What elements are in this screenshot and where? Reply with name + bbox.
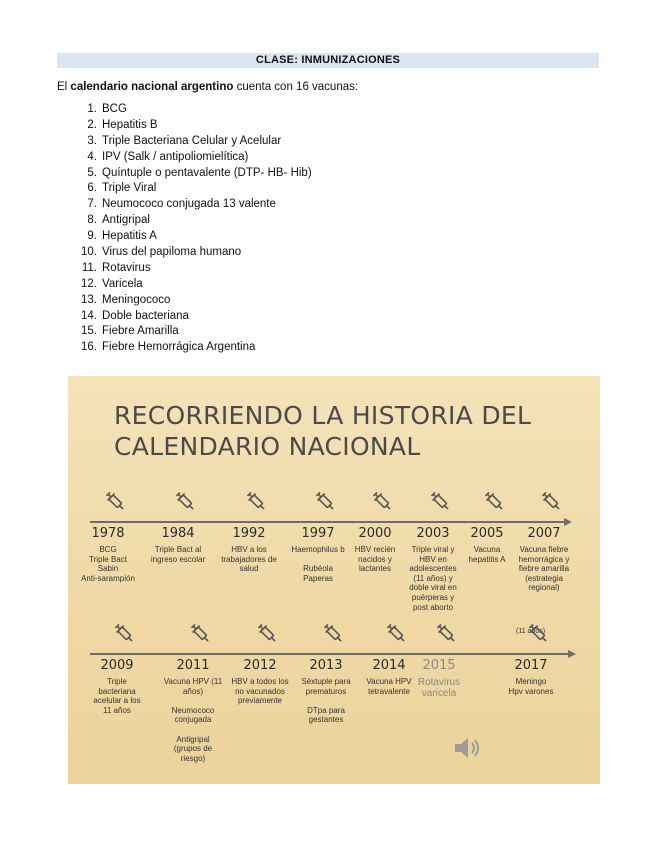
timeline-arrow-2 <box>568 650 576 658</box>
timeline-description <box>509 677 554 696</box>
timeline-description <box>469 545 506 564</box>
timeline-description <box>291 545 344 583</box>
timeline-arrow-1 <box>564 518 572 526</box>
timeline-description-line: DTpa para <box>307 705 345 715</box>
list-item <box>75 229 312 245</box>
timeline-description-line: no vacunados <box>235 686 285 696</box>
list-item <box>75 309 312 325</box>
syringe-icon <box>113 622 137 646</box>
intro-suffix: cuenta con 16 vacunas: <box>233 81 359 93</box>
timeline-description-line <box>164 696 222 706</box>
timeline-year: 1992 <box>232 526 266 541</box>
vaccine-name: Meningococo <box>102 293 171 306</box>
list-item <box>75 293 312 309</box>
list-number: 4. <box>87 150 97 163</box>
timeline-description-line: Antigripal <box>176 734 210 744</box>
syringe-icon <box>314 490 338 514</box>
timeline-year: 2005 <box>470 526 504 541</box>
age-note: (11 años) <box>516 628 546 635</box>
list-number: 5. <box>87 166 97 179</box>
timeline-description-line: fiebre amarilla <box>518 564 570 574</box>
timeline-year: 2007 <box>527 526 561 541</box>
timeline-description-line: hemorrágica y <box>518 554 570 564</box>
vaccine-name: Rotavirus <box>102 261 151 274</box>
list-item <box>75 197 312 213</box>
list-number: 16. <box>81 341 97 354</box>
timeline-description <box>231 677 288 706</box>
timeline-description-line: Rubéola <box>303 564 333 574</box>
syringe-icon <box>104 490 128 514</box>
syringe-icon <box>527 622 551 646</box>
timeline-description-line: acelular a los <box>93 696 141 706</box>
timeline-description-line: post aborto <box>412 602 454 612</box>
page-title: CLASE: INMUNIZACIONES <box>255 54 401 66</box>
timeline-description <box>93 677 140 715</box>
timeline-description-line: Hpv varones <box>508 686 554 696</box>
syringe-icon <box>189 622 213 646</box>
timeline-description-line: Triple Bact al <box>154 545 202 554</box>
timeline-description-line: años) <box>182 686 203 696</box>
timeline-description <box>366 677 411 696</box>
speaker-icon[interactable] <box>452 734 488 762</box>
list-item <box>75 102 312 118</box>
vaccine-name: Hepatitis A <box>102 230 157 243</box>
vaccine-name: IPV (Salk / antipoliomielítica) <box>102 150 249 163</box>
syringe-icon <box>371 490 395 514</box>
list-number: 1. <box>87 103 97 115</box>
page-header <box>57 53 599 68</box>
list-number: 13. <box>81 293 97 306</box>
timeline-year: 1984 <box>161 526 195 541</box>
timeline-description-line: Vacuna HPV <box>366 677 412 686</box>
list-item <box>75 181 312 197</box>
timeline-description <box>409 545 457 612</box>
timeline-description-line: Rotavirus <box>417 677 461 688</box>
timeline-description-line: previamente <box>237 696 283 706</box>
syringe-icon <box>429 490 453 514</box>
timeline-description-line: Meningo <box>515 677 547 686</box>
timeline-year: 1997 <box>301 526 335 541</box>
timeline-description-line: lactantes <box>358 564 392 574</box>
timeline-description-line: Neumococo <box>171 705 215 715</box>
timeline-year: 2017 <box>514 658 548 673</box>
timeline-year: 2011 <box>176 658 210 673</box>
list-number: 12. <box>81 277 97 290</box>
timeline-description-line: HBV a los <box>231 545 267 554</box>
vaccine-list <box>75 102 312 356</box>
timeline-year: 2013 <box>309 658 343 673</box>
timeline-description-line: varicela <box>421 688 457 699</box>
timeline-description-line: riesgo) <box>180 753 206 763</box>
timeline-description-line <box>301 696 350 706</box>
timeline-description-line: (11 años) y <box>413 573 453 583</box>
syringe-icon <box>435 622 459 646</box>
timeline-slide <box>68 376 600 784</box>
intro-bold: calendario nacional argentino <box>70 81 234 93</box>
vaccine-name: Hepatitis B <box>102 118 158 131</box>
timeline-description-line: Sabin <box>97 564 119 574</box>
timeline-description-line: salud <box>239 564 259 574</box>
timeline-description-line: HBV recién <box>354 545 396 554</box>
timeline-description-line: nacidos y <box>358 554 392 564</box>
timeline-year: 1978 <box>91 526 125 541</box>
timeline-description-line: Triple viral y <box>411 545 455 554</box>
vaccine-name: Neumococo conjugada 13 valente <box>102 198 276 211</box>
timeline-description-line: Anti-sarampión <box>81 573 135 583</box>
timeline-description-line: Paperas <box>303 573 333 583</box>
list-number: 15. <box>81 325 97 338</box>
list-number: 14. <box>81 309 97 322</box>
list-number: 9. <box>87 230 97 243</box>
timeline-description-line: doble viral en <box>409 583 457 593</box>
list-item <box>75 340 312 356</box>
timeline-description <box>355 545 395 574</box>
vaccine-name: Fiebre Hemorrágica Argentina <box>102 341 256 354</box>
list-item <box>75 134 312 150</box>
timeline-description-line: puérperas y <box>411 592 455 602</box>
timeline-year: 2000 <box>358 526 392 541</box>
timeline-description-line: regional) <box>528 583 560 593</box>
timeline-year: 2003 <box>416 526 450 541</box>
list-item <box>75 277 312 293</box>
timeline-description-line: Triple <box>107 677 127 686</box>
timeline-description <box>221 545 277 574</box>
timeline-description-line: (grupos de <box>173 744 213 754</box>
timeline-description-line: Vacuna HPV (11 <box>163 677 223 686</box>
list-item <box>75 150 312 166</box>
syringe-icon <box>256 622 280 646</box>
syringe-icon <box>483 490 507 514</box>
list-number: 6. <box>87 182 97 195</box>
timeline-description-line: HBV en <box>419 554 447 564</box>
timeline-description-line: tetravalente <box>368 686 410 696</box>
timeline-description-line: bacteriana <box>98 686 136 696</box>
timeline-description-line: prematuros <box>305 686 347 696</box>
timeline-year: 2009 <box>100 658 134 673</box>
timeline-description-line: 11 años <box>103 705 131 715</box>
list-number: 7. <box>87 198 97 211</box>
timeline-description-line: (estrategia <box>525 573 563 583</box>
timeline-year: 2015 <box>422 658 456 673</box>
timeline-description <box>164 677 222 763</box>
vaccine-name: Quíntuple o pentavalente (DTP- HB- Hib) <box>102 166 312 179</box>
list-number: 10. <box>81 246 97 259</box>
timeline-description <box>519 545 570 593</box>
vaccine-name: Fiebre Amarilla <box>102 325 179 338</box>
vaccine-name: Triple Bacteriana Celular y Acelular <box>102 134 282 147</box>
timeline-description-line: adolescentes <box>409 564 457 574</box>
syringe-icon <box>174 490 198 514</box>
list-item <box>75 213 312 229</box>
slide-title: RECORRIENDO LA HISTORIA DEL CALENDARIO NACIONAL <box>114 401 532 461</box>
timeline-description-line: gestantes <box>308 715 344 725</box>
timeline-description-line: hepatitis A <box>468 554 506 564</box>
timeline-description <box>418 677 460 699</box>
syringe-icon <box>245 490 269 514</box>
timeline-year: 2012 <box>243 658 277 673</box>
vaccine-name: Varicela <box>102 277 143 290</box>
timeline-description-line: conjugada <box>174 715 212 725</box>
list-item <box>75 261 312 277</box>
timeline-year: 2014 <box>372 658 406 673</box>
timeline-description-line: ingreso escolar <box>150 554 206 564</box>
list-number: 11. <box>81 261 97 274</box>
vaccine-name: BCG <box>102 103 127 115</box>
vaccine-name: Antigripal <box>102 214 150 227</box>
syringe-icon <box>322 622 346 646</box>
list-number: 3. <box>87 134 97 147</box>
timeline-description-line: Vacuna <box>473 545 501 554</box>
timeline-description-line: trabajadores de <box>221 554 277 564</box>
timeline-description <box>301 677 350 725</box>
timeline-description <box>81 545 135 583</box>
timeline-description-line: Triple Bact <box>89 554 127 564</box>
timeline-description-line <box>291 555 344 565</box>
vaccine-name: Triple Viral <box>102 182 157 195</box>
intro-paragraph <box>57 80 358 94</box>
list-number: 2. <box>87 118 97 131</box>
timeline-description-line: HBV a todos los <box>231 677 289 686</box>
list-number: 8. <box>87 214 97 227</box>
list-item <box>75 245 312 261</box>
syringe-icon <box>385 622 409 646</box>
timeline-description <box>151 545 205 564</box>
timeline-description-line: Vacuna fiebre <box>519 545 569 554</box>
timeline-description-line: Séxtuple para <box>301 677 351 686</box>
list-item <box>75 166 312 182</box>
timeline-description-line <box>164 725 222 735</box>
timeline-description-line: BCG <box>99 545 117 554</box>
timeline-description-line: Haemophilus b <box>291 545 345 554</box>
intro-prefix: El <box>57 81 71 93</box>
list-item <box>75 324 312 340</box>
syringe-icon <box>540 490 564 514</box>
list-item <box>75 118 312 134</box>
vaccine-name: Virus del papiloma humano <box>102 246 242 259</box>
vaccine-name: Doble bacteriana <box>102 309 189 322</box>
